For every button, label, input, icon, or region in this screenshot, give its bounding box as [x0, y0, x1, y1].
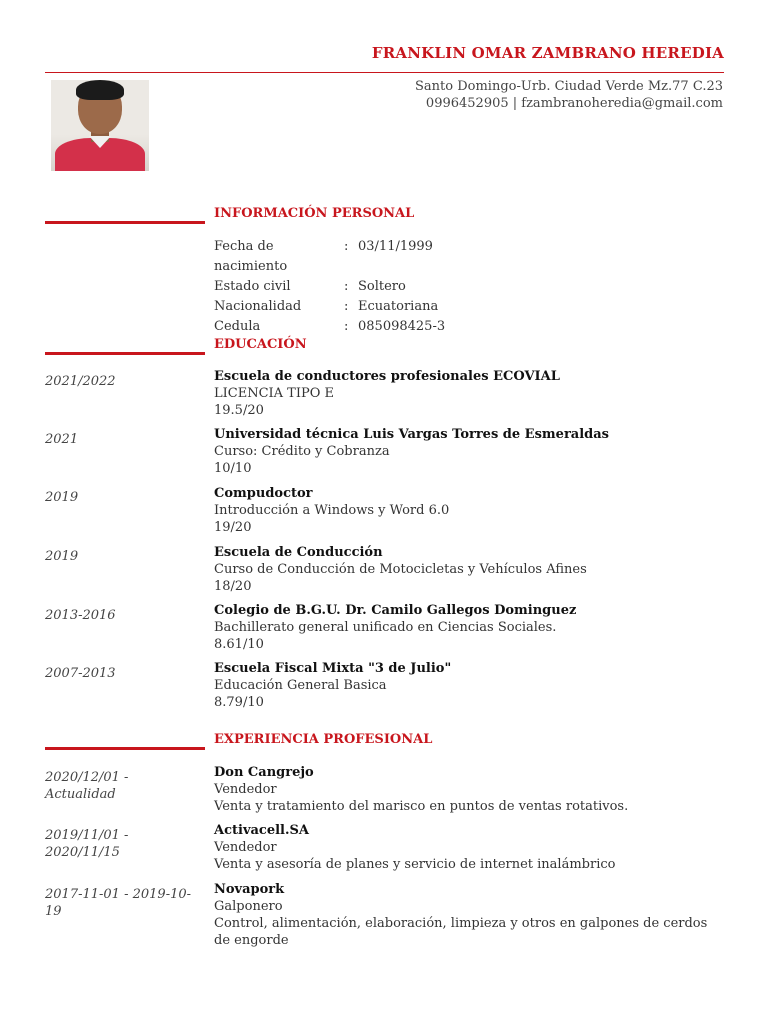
header-divider [45, 72, 724, 73]
entry-detail: Curso: Crédito y Cobranza [214, 444, 390, 459]
personal-sep: : [344, 299, 349, 314]
section-title-experience: EXPERIENCIA PROFESIONAL [214, 732, 433, 747]
education-entry [214, 426, 724, 477]
entry-title: Colegio de B.G.U. Dr. Camilo Gallegos Dominguez [214, 603, 577, 618]
experience-date: 2020/12/01 - Actualidad [45, 770, 129, 802]
contact-block [415, 78, 723, 112]
experience-entry [214, 881, 724, 949]
section-bar-experience [45, 747, 205, 750]
section-bar-education [45, 352, 205, 355]
education-entry [214, 485, 724, 536]
section-bar-personal [45, 221, 205, 224]
candidate-name: FRANKLIN OMAR ZAMBRANO HEREDIA [371, 44, 724, 62]
entry-role: Galponero [214, 899, 283, 914]
entry-grade: 8.79/10 [214, 695, 264, 710]
personal-sep: : [344, 279, 349, 294]
entry-title: Escuela de conductores profesionales ECOVIAL [214, 369, 560, 384]
entry-title: Compudoctor [214, 486, 313, 501]
education-entry [214, 544, 724, 595]
entry-grade: 10/10 [214, 461, 252, 476]
entry-title: Universidad técnica Luis Vargas Torres de Esmeraldas [214, 427, 609, 442]
entry-role: Vendedor [214, 782, 277, 797]
entry-grade: 19.5/20 [214, 403, 264, 418]
personal-label: Fecha de nacimiento [214, 239, 288, 274]
personal-value: 085098425-3 [358, 319, 446, 334]
entry-title: Activacell.SA [214, 823, 309, 838]
education-entry [214, 602, 724, 653]
experience-date: 2019/11/01 - 2020/11/15 [45, 828, 129, 860]
entry-description: Venta y tratamiento del marisco en puntos de ventas rotativos. [214, 799, 629, 814]
personal-info-table [214, 237, 445, 337]
personal-value: Ecuatoriana [358, 299, 439, 314]
personal-value: Soltero [358, 279, 406, 294]
entry-role: Vendedor [214, 840, 277, 855]
personal-row [214, 237, 445, 277]
entry-detail: LICENCIA TIPO E [214, 386, 335, 401]
education-date: 2021/2022 [45, 374, 116, 389]
education-date: 2021 [45, 432, 79, 447]
experience-date: 2017-11-01 - 2019-10-19 [45, 887, 192, 919]
entry-description: Venta y asesoría de planes y servicio de internet inalámbrico [214, 857, 616, 872]
personal-label: Nacionalidad [214, 299, 302, 314]
entry-title: Don Cangrejo [214, 765, 314, 780]
entry-grade: 19/20 [214, 520, 252, 535]
personal-row [214, 297, 445, 317]
entry-title: Novapork [214, 882, 285, 897]
entry-grade: 8.61/10 [214, 637, 264, 652]
section-title-personal: INFORMACIÓN PERSONAL [214, 206, 415, 221]
education-date: 2019 [45, 490, 79, 505]
entry-title: Escuela Fiscal Mixta "3 de Julio" [214, 661, 452, 676]
entry-detail: Introducción a Windows y Word 6.0 [214, 503, 450, 518]
education-date: 2007-2013 [45, 666, 116, 681]
education-date: 2019 [45, 549, 79, 564]
address: Santo Domingo-Urb. Ciudad Verde Mz.77 C.23 [415, 79, 723, 94]
entry-detail: Educación General Basica [214, 678, 387, 693]
personal-row [214, 277, 445, 297]
entry-title: Escuela de Conducción [214, 545, 383, 560]
personal-value: 03/11/1999 [358, 239, 433, 254]
entry-grade: 18/20 [214, 579, 252, 594]
photo-hair [76, 80, 124, 100]
personal-sep: : [344, 319, 349, 334]
personal-sep: : [344, 239, 349, 254]
entry-description: Control, alimentación, elaboración, limpieza y otros en galpones de cerdos de engorde [214, 916, 708, 948]
entry-detail: Curso de Conducción de Motocicletas y Vehículos Afines [214, 562, 587, 577]
profile-photo [51, 80, 149, 171]
education-entry [214, 660, 724, 711]
phone-email: 0996452905 | fzambranoheredia@gmail.com [425, 96, 723, 111]
experience-entry [214, 822, 724, 873]
experience-entry [214, 764, 724, 815]
education-entry [214, 368, 724, 419]
personal-label: Estado civil [214, 279, 291, 294]
section-title-education: EDUCACIÓN [214, 337, 307, 352]
personal-row [214, 317, 445, 337]
education-date: 2013-2016 [45, 608, 116, 623]
entry-detail: Bachillerato general unificado en Ciencias Sociales. [214, 620, 557, 635]
personal-label: Cedula [214, 319, 261, 334]
